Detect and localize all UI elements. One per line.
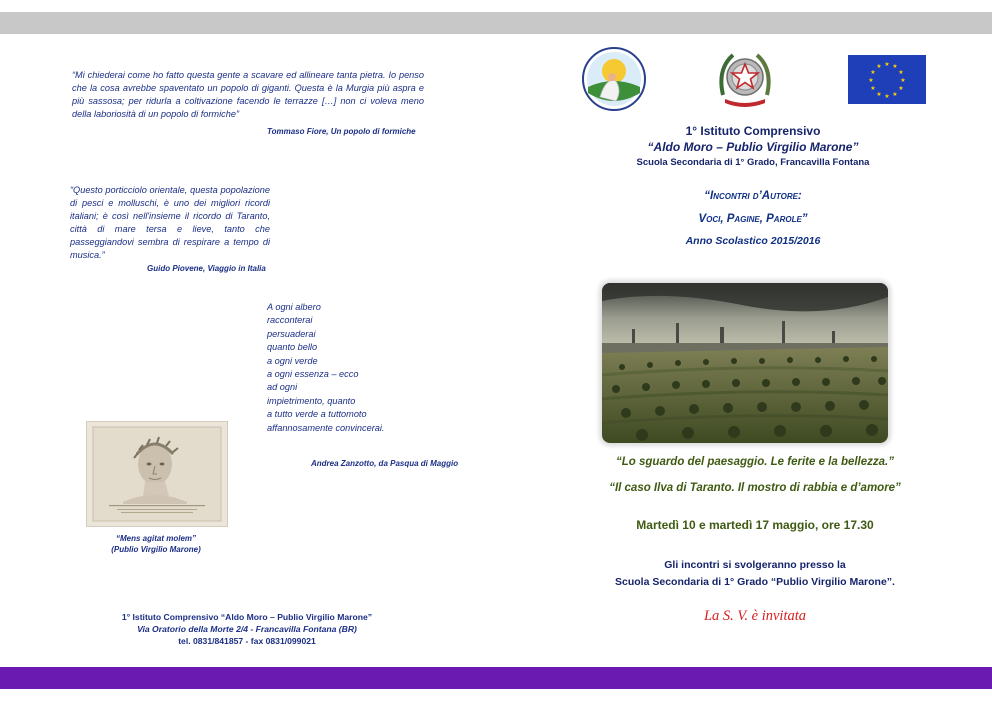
quote-fiore	[72, 69, 424, 121]
virgil-portrait-image	[86, 421, 228, 527]
venue-line1: Gli incontri si svolgeranno presso la	[664, 559, 846, 571]
school-address-footer	[72, 611, 422, 647]
landscape-photo	[602, 283, 888, 443]
institute-school-location: Scuola Secondaria di 1° Grado, Francavilla Fontana	[636, 157, 870, 168]
poem-line: persuaderai	[267, 328, 316, 339]
institute-school-names: “Aldo Moro – Publio Virgilio Marone”	[647, 140, 859, 154]
svg-text:★: ★	[868, 77, 874, 84]
quote-piovene-author: Guido Piovene, Viaggio in Italia	[147, 264, 266, 273]
portrait-caption-name: (Publio Virgilio Marone)	[111, 545, 201, 554]
svg-text:★: ★	[876, 63, 882, 70]
school-year: Anno Scolastico 2015/2016	[685, 235, 821, 247]
svg-text:★: ★	[870, 85, 876, 92]
footer-line-institute: 1° Istituto Comprensivo “Aldo Moro – Publio Virgilio Marone”	[121, 612, 373, 622]
svg-text:★: ★	[892, 63, 898, 70]
poem-line: impietrimento, quanto	[267, 395, 356, 406]
quote-piovene-text: “Questo porticciolo orientale, questa popolazione di pesci e molluschi, è uno dei migliori ricordi italiani; è così nell'insieme il ricordo di Taranto, città di mare tersa e lieve, tanto che passeggiandovi sembra di respirare a tempo di musica.”	[70, 185, 270, 260]
svg-text:★: ★	[884, 61, 890, 68]
eu-flag-icon	[848, 55, 926, 104]
school-logo-icon	[582, 47, 646, 111]
invitation-text: La S. V. è invitata	[703, 608, 807, 624]
svg-text:★: ★	[892, 91, 898, 98]
svg-text:★: ★	[870, 69, 876, 76]
footer-line-address: Via Oratorio della Morte 2/4 - Francavilla Fontana (BR)	[137, 624, 357, 634]
poem-line: racconterai	[267, 315, 313, 326]
portrait-caption-motto: “Mens agitat molem”	[115, 534, 196, 543]
poem-line: ad ogni	[267, 382, 298, 393]
talk-title-2: “Il caso Ilva di Taranto. Il mostro di rabbia e d’amore”	[609, 482, 901, 494]
poem-line: A ogni albero	[267, 302, 321, 312]
portrait-caption	[86, 533, 226, 555]
poem-line: quanto bello	[267, 342, 318, 353]
quote-fiore-text: “Mi chiederai come ho fatto questa gente a scavare ed allineare tanta pietra. Io penso che la cosa avrebbe spaventato un popolo di giganti. Questa è la Murgia più aspra e più sassosa; per ridurla a coltivazione facendo le terrazze […] non ci voleva meno della laboriosità di un popolo di formiche”	[72, 70, 424, 119]
svg-text:★: ★	[898, 85, 904, 92]
poem-line: affannosamente convincerai.	[267, 422, 385, 433]
quote-fiore-author: Tommaso Fiore, Un popolo di formiche	[267, 127, 416, 136]
svg-text:★: ★	[898, 69, 904, 76]
venue-line2: Scuola Secondaria di 1° Grado “Publio Virgilio Marone”.	[615, 576, 895, 588]
event-dates: Martedì 10 e martedì 17 maggio, ore 17.30	[636, 518, 874, 532]
svg-text:★: ★	[876, 91, 882, 98]
poem-line: a ogni verde	[267, 355, 318, 366]
bottom-bar	[0, 667, 992, 689]
institute-name: 1° Istituto Comprensivo	[685, 124, 821, 138]
event-title-line1: “Incontri d’Autore:	[704, 190, 802, 202]
top-bar	[0, 12, 992, 34]
poem-line: a ogni essenza – ecco	[267, 369, 359, 380]
event-title-line2: Voci, Pagine, Parole”	[698, 213, 808, 225]
svg-text:★: ★	[884, 93, 890, 100]
poem-author: Andrea Zanzotto, da Pasqua di Maggio	[311, 459, 459, 468]
poem-line: a tutto verde a tuttomoto	[267, 409, 367, 420]
talk-title-1: “Lo sguardo del paesaggio. Le ferite e la bellezza.”	[616, 456, 894, 468]
quote-piovene	[70, 184, 270, 262]
footer-line-phone: tel. 0831/841857 - fax 0831/099021	[178, 636, 316, 646]
italian-republic-emblem-icon	[717, 47, 773, 111]
svg-text:★: ★	[900, 77, 906, 84]
poem-zanzotto	[267, 301, 437, 435]
